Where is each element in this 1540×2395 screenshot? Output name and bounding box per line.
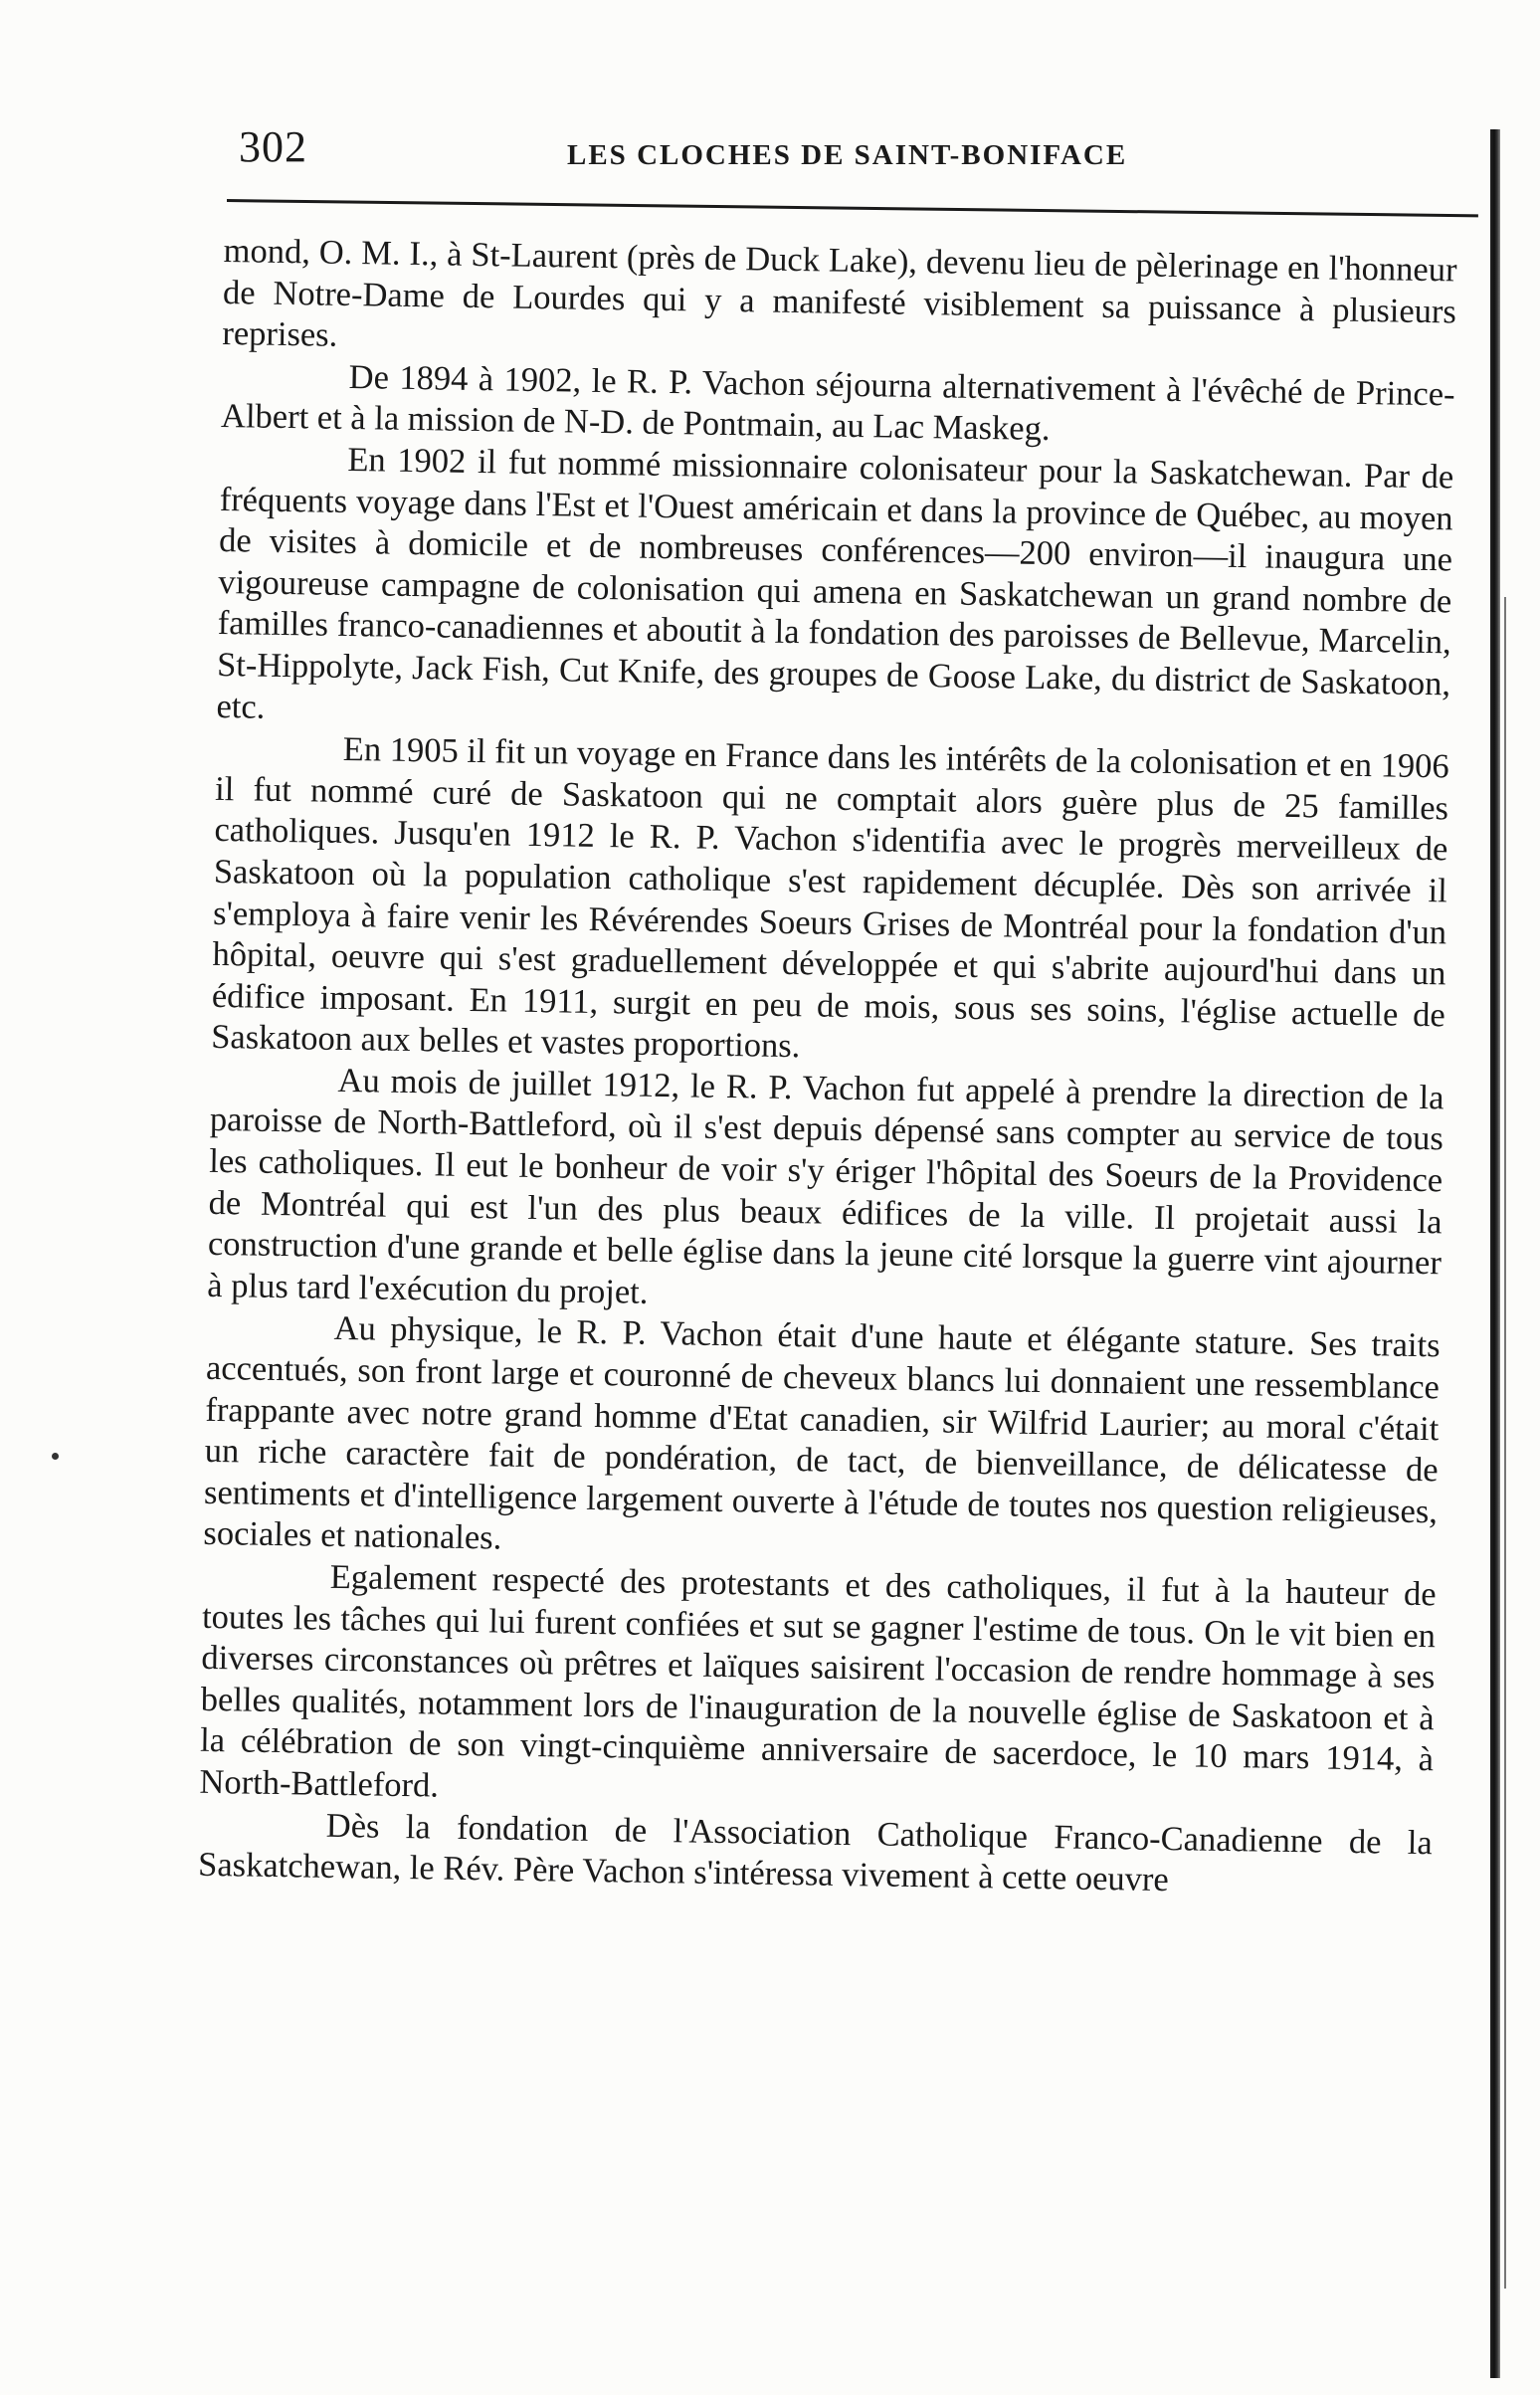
paragraph: Au physique, le R. P. Vachon était d'une haute et élégante stature. Ses traits accentués, son front large et couronné de cheveux blancs lui donnaient une ressemblance frappante avec notre grand homme d'Etat canadien, sir Wilfrid Laurier; au moral c'était un riche caractère fait de pondération, de tact, de bienveillance, de délicatesse de sentiments et d'intelligence largement ouverte à l'étude de toutes nos question religieuses, sociales et nationales.: [203, 1309, 1441, 1557]
running-title: LES CLOCHES DE SAINT-BONIFACE: [567, 139, 1128, 171]
paragraph: Dès la fondation de l'Association Catholique Franco-Canadienne de la Saskatchewan, le Rév. Père Vachon s'intéressa vivement à cette oeuvre: [197, 1806, 1434, 1899]
ink-speck: [52, 1453, 59, 1460]
paragraph: De 1894 à 1902, le R. P. Vachon séjourna alternativement à l'évêché de Prince-Albert et à la mission de N-D. de Pontmain, au Lac Maskeg.: [220, 357, 1455, 449]
paragraph: En 1902 il fut nommé missionnaire colonisateur pour la Saskatchewan. Par de fréquents voyage dans l'Est et l'Ouest américain et dans la province de Québec, au moyen de visites à domicile et de nombreuses conférences—200 environ—il inaugura une vigoureuse campagne de colonisation qui amena en Saskatchewan un grand nombre de familles franco-canadiennes et aboutit à la fondation des paroisses de Bellevue, Marcelin, St-Hippolyte, Jack Fish, Cut Knife, des groupes de Goose Lake, du district de Saskatoon, etc.: [216, 440, 1454, 726]
header-rule: [227, 199, 1478, 217]
paragraph: Au mois de juillet 1912, le R. P. Vachon fut appelé à prendre la direction de la paroisse de North-Battleford, où il s'est depuis dépensé sans compter au service de tous les catholiques. Il eut le bonheur de voir s'y ériger l'hôpital des Soeurs de la Providence de Montréal qui est l'un des plus beaux édifices de la ville. Il projetait aussi la construction d'une grande et belle église dans la jeune cité lorsque la guerre vint ajourner à plus tard l'exécution du projet.: [207, 1061, 1444, 1311]
paragraph: En 1905 il fit un voyage en France dans les intérêts de la colonisation et en 1906 il fut nommé curé de Saskatoon qui ne comptait alors guère plus de 25 familles catholiques. Jusqu'en 1912 le R. P. Vachon s'identifia avec le progrès merveilleux de Saskatoon où la population catholique s'est rapidement décuplée. Dès son arrivée il s'employa à faire venir les Révérendes Soeurs Grises de Montréal pour la fondation d'un hôpital, oeuvre qui s'est graduellement développée et qui s'abrite aujourd'hui dans un édifice imposant. En 1911, surgit en peu de mois, sous ses soins, l'église actuelle de Saskatoon aux belles et vastes proportions.: [210, 730, 1449, 1066]
paragraph: Egalement respecté des protestants et des catholiques, il fut à la hauteur de toutes les tâches qui lui furent confiées et sut se gagner l'estime de tous. On le vit bien en diverses circonstances où prêtres et laïques saisirent l'occasion de rendre hommage à ses belles qualités, notamment lors de l'inauguration de la nouvelle église de Saskatoon et à la célébration de son vingt-cinquième anniversaire de sacerdoce, le 10 mars 1914, à North-Battleford.: [199, 1557, 1437, 1805]
page-edge-line: [1504, 597, 1506, 2289]
paragraph-continued: mond, O. M. I., à St-Laurent (près de Duck Lake), devenu lieu de pèlerinage en l'honneur de Notre-Dame de Lourdes qui y a manifesté visiblement sa puissance à plusieurs reprises.: [222, 231, 1457, 354]
page-edge-border: [1490, 129, 1500, 2378]
body-text: [198, 231, 1457, 1905]
page-number: 302: [239, 122, 307, 171]
running-head: [239, 117, 1462, 177]
